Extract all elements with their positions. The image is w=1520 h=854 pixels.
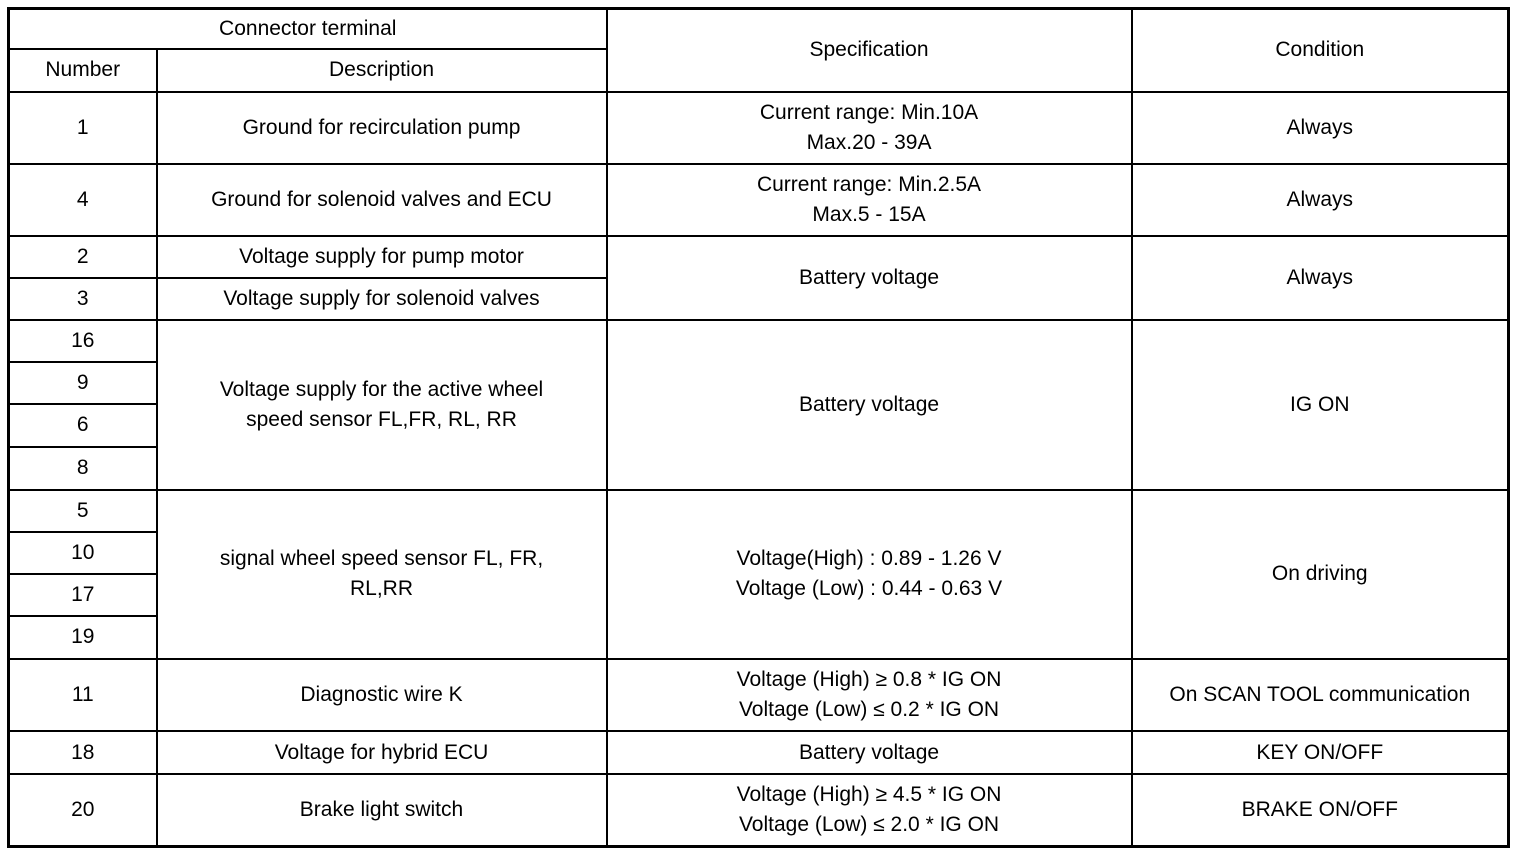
cell-description: Voltage supply for pump motor [157, 236, 607, 278]
header-description: Description [157, 49, 607, 92]
table-row [9, 164, 1509, 236]
cell-condition: BRAKE ON/OFF [1132, 774, 1509, 846]
cell-number: 1 [9, 92, 157, 164]
cell-condition: KEY ON/OFF [1132, 731, 1509, 774]
description-line: Voltage supply for the active wheel [219, 377, 544, 401]
cell-specification [607, 164, 1132, 236]
cell-number: 6 [9, 404, 157, 446]
header-number: Number [9, 49, 157, 92]
cell-number: 8 [9, 447, 157, 490]
cell-condition: Always [1132, 236, 1509, 320]
spec-line: Voltage (High) ≥ 0.8 * IG ON [736, 668, 1002, 692]
spec-line: Current range: Min.10A [759, 100, 979, 124]
cell-description: Voltage for hybrid ECU [157, 731, 607, 774]
cell-condition: On driving [1132, 490, 1509, 659]
cell-number: 11 [9, 659, 157, 731]
cell-description: Diagnostic wire K [157, 659, 607, 731]
cell-description [157, 320, 607, 489]
cell-condition: On SCAN TOOL communication [1132, 659, 1509, 731]
spec-line: Voltage (Low) ≤ 2.0 * IG ON [738, 813, 1000, 837]
connector-spec-table [7, 7, 1510, 848]
cell-specification [607, 659, 1132, 731]
cell-description: Ground for solenoid valves and ECU [157, 164, 607, 236]
spec-line: Voltage (Low) ≤ 0.2 * IG ON [738, 698, 1000, 722]
cell-specification [607, 490, 1132, 659]
cell-number: 16 [9, 320, 157, 362]
table-row [9, 731, 1509, 774]
spec-line: Max.5 - 15A [812, 202, 926, 226]
spec-line: Current range: Min.2.5A [756, 172, 982, 196]
spec-table-container [7, 7, 1507, 848]
cell-specification: Battery voltage [607, 236, 1132, 320]
header-row-1 [9, 9, 1509, 49]
table-row [9, 236, 1509, 278]
cell-number: 2 [9, 236, 157, 278]
table-row [9, 774, 1509, 846]
cell-number: 3 [9, 278, 157, 320]
header-connector-terminal: Connector terminal [9, 9, 607, 49]
cell-number: 17 [9, 574, 157, 616]
cell-number: 10 [9, 532, 157, 574]
cell-specification: Battery voltage [607, 320, 1132, 489]
cell-number: 5 [9, 490, 157, 532]
cell-description: Brake light switch [157, 774, 607, 846]
cell-specification [607, 92, 1132, 164]
cell-number: 4 [9, 164, 157, 236]
header-specification: Specification [607, 9, 1132, 92]
cell-specification [607, 774, 1132, 846]
spec-line: Voltage (Low) : 0.44 - 0.63 V [735, 577, 1003, 601]
cell-condition: IG ON [1132, 320, 1509, 489]
cell-condition: Always [1132, 92, 1509, 164]
cell-description [157, 490, 607, 659]
spec-line: Max.20 - 39A [806, 130, 932, 154]
table-row [9, 659, 1509, 731]
table-row [9, 320, 1509, 362]
cell-specification: Battery voltage [607, 731, 1132, 774]
spec-line: Voltage(High) : 0.89 - 1.26 V [736, 547, 1002, 571]
cell-condition: Always [1132, 164, 1509, 236]
description-line: RL,RR [350, 577, 414, 601]
cell-number: 18 [9, 731, 157, 774]
cell-number: 19 [9, 616, 157, 659]
cell-number: 9 [9, 362, 157, 404]
description-line: speed sensor FL,FR, RL, RR [246, 407, 517, 431]
header-condition: Condition [1132, 9, 1509, 92]
cell-description: Voltage supply for solenoid valves [157, 278, 607, 320]
cell-number: 20 [9, 774, 157, 846]
table-row [9, 490, 1509, 532]
cell-description: Ground for recirculation pump [157, 92, 607, 164]
spec-line: Voltage (High) ≥ 4.5 * IG ON [736, 783, 1002, 807]
description-line: signal wheel speed sensor FL, FR, [219, 547, 544, 571]
table-row [9, 92, 1509, 164]
